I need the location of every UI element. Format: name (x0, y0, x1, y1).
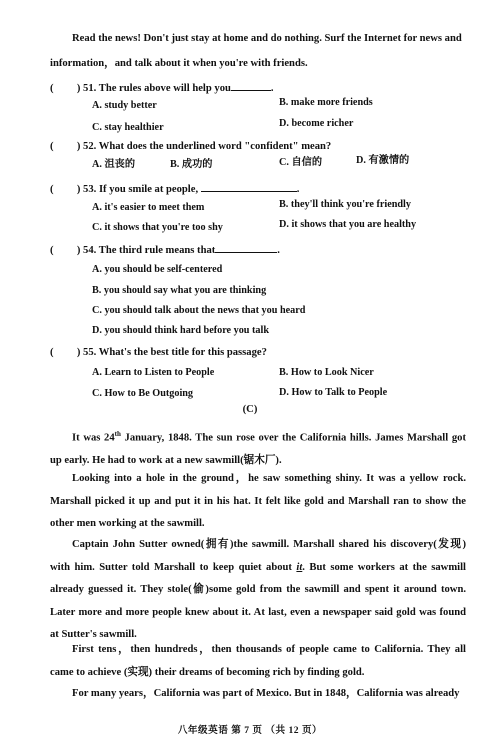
answer-paren-open: ( (50, 184, 54, 195)
option-52-a[interactable]: A. 沮丧的 (92, 159, 136, 170)
question-55 (50, 345, 267, 360)
answer-slot-53[interactable] (56, 182, 74, 192)
fill-blank[interactable] (231, 80, 271, 91)
answer-paren-close: ) (76, 347, 81, 358)
answer-paren-close: ) (76, 83, 81, 94)
question-tail: . (277, 245, 280, 256)
question-stem: What does the underlined word "confident" mean? (98, 141, 332, 152)
question-stem: What's the best title for this passage? (98, 347, 267, 358)
question-51 (50, 80, 274, 96)
option-53-a[interactable]: A. it's easier to meet them (92, 202, 205, 213)
question-tail: . (296, 184, 300, 195)
paragraph-text: . But some workers at the sawmill already guessed it. They stole(偷)some gold from the sawmill and spent it around town. Later more and more people knew about it. At last, even a newspaper said gold was found at Sutter's sawmill. (50, 561, 466, 640)
question-number: 51. (83, 83, 97, 94)
answer-slot-51[interactable] (56, 81, 74, 91)
answer-slot-54[interactable] (56, 243, 74, 253)
question-53 (50, 181, 299, 197)
section-label: (C) (242, 404, 258, 415)
option-54-c[interactable]: C. you should talk about the news that you heard (92, 305, 306, 316)
option-54-b[interactable]: B. you should say what you are thinking (92, 285, 267, 296)
question-number: 53. (83, 184, 97, 195)
question-stem: The third rule means that (98, 245, 216, 256)
option-53-b[interactable]: B. they'll think you're friendly (279, 199, 411, 210)
option-51-d[interactable]: D. become richer (279, 118, 354, 129)
intro-line-2: information，and talk about it when you're with friends. (50, 58, 308, 69)
answer-paren-open: ( (50, 83, 54, 94)
option-55-d[interactable]: D. How to Talk to People (279, 387, 388, 398)
option-51-c[interactable]: C. stay healthier (92, 122, 164, 133)
answer-paren-open: ( (50, 245, 54, 256)
option-52-c[interactable]: C. 自信的 (279, 157, 323, 168)
answer-slot-55[interactable] (56, 345, 74, 355)
fill-blank[interactable] (215, 242, 277, 253)
intro-line-1: Read the news! Don't just stay at home and do nothing. Surf the Internet for news and (72, 33, 462, 44)
option-54-d[interactable]: D. you should think hard before you talk (92, 325, 270, 336)
fill-blank[interactable] (201, 181, 297, 192)
option-55-b[interactable]: B. How to Look Nicer (279, 367, 374, 378)
option-55-c[interactable]: C. How to Be Outgoing (92, 388, 194, 399)
passage-paragraph-1 (50, 423, 466, 473)
option-52-b[interactable]: B. 成功的 (170, 159, 213, 170)
question-54 (50, 242, 280, 258)
question-stem: The rules above will help you (98, 83, 231, 94)
paragraph-text: Captain John Sutter owned(拥有)the sawmill. Marshall shared his discovery(发现) with him. Sutter told Marshall to keep quiet about (50, 539, 466, 573)
underlined-word: it (296, 561, 303, 573)
answer-paren-open: ( (50, 347, 54, 358)
option-53-c[interactable]: C. it shows that you're too shy (92, 222, 223, 233)
passage-paragraph-4: First tens，then hundreds，then thousands of people came to California. They all came to achieve (实现) their dreams of becoming rich by finding gold. (50, 644, 466, 678)
passage-paragraph-3 (50, 534, 466, 647)
question-number: 54. (83, 245, 97, 256)
option-52-d[interactable]: D. 有激情的 (356, 155, 410, 166)
option-53-d[interactable]: D. it shows that you are healthy (279, 219, 417, 230)
option-54-a[interactable]: A. you should be self-centered (92, 264, 223, 275)
question-stem: If you smile at people, (98, 184, 199, 195)
answer-paren-close: ) (76, 184, 81, 195)
question-number: 55. (83, 347, 97, 358)
ordinal-suffix: th (114, 430, 121, 438)
passage-paragraph-5: For many years，California was part of Mexico. But in 1848，California was already (72, 688, 460, 699)
paragraph-text: It was 24 (72, 432, 115, 444)
question-number: 52. (83, 141, 97, 152)
option-55-a[interactable]: A. Learn to Listen to People (92, 367, 215, 378)
answer-slot-52[interactable] (56, 139, 74, 149)
answer-paren-open: ( (50, 141, 54, 152)
question-tail: . (270, 83, 274, 94)
question-52 (50, 139, 331, 154)
option-51-b[interactable]: B. make more friends (279, 97, 373, 108)
paragraph-text: January, 1848. The sun rose over the California hills. James Marshall got up early. He had to work at a new sawmill(锯木厂). (50, 432, 466, 467)
answer-paren-close: ) (76, 141, 81, 152)
answer-paren-close: ) (76, 245, 81, 256)
passage-paragraph-2: Looking into a hole in the ground，he saw something shiny. It was a yellow rock. Marshall picked it up and put it in his hat. It felt like gold and Marshall ran to show the other men working at the sawmill. (50, 473, 466, 529)
page-footer: 八年级英语 第 7 页 （共 12 页） (177, 725, 323, 736)
option-51-a[interactable]: A. study better (92, 100, 157, 111)
